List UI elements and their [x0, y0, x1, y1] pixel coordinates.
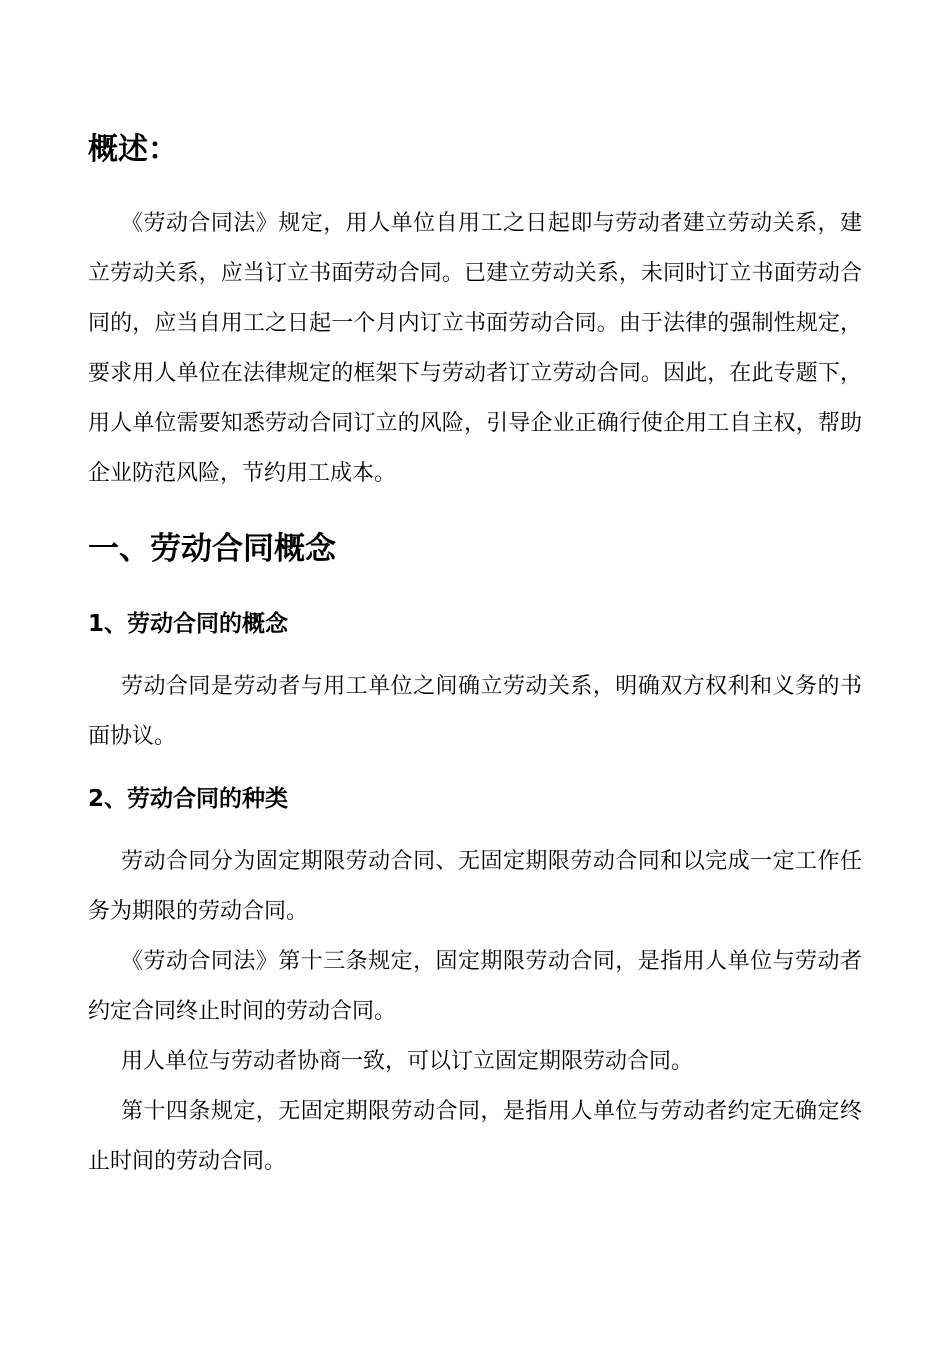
section-1-heading: 一、劳动合同概念: [88, 531, 336, 567]
subsection-1-heading: 1、劳动合同的概念: [88, 611, 289, 637]
subsection-1-paragraph: 劳动合同是劳动者与用工单位之间确立劳动关系，明确双方权利和义务的书面协议。: [88, 674, 862, 749]
overview-paragraph: 《劳动合同法》规定，用人单位自用工之日起即与劳动者建立劳动关系，建立劳动关系，应当订立书面劳动合同。已建立劳动关系，未同时订立书面劳动合同的，应当自用工之日起一个月内订立书面劳动合同。由于法律的强制性规定，要求用人单位在法律规定的框架下与劳动者订立劳动合同。因此，在此专题下，用人单位需要知悉劳动合同订立的风险，引导企业正确行使企用工自主权，帮助企业防范风险，节约用工成本。: [88, 211, 862, 486]
subsection-2-paragraph: 第十四条规定，无固定期限劳动合同，是指用人单位与劳动者约定无确定终止时间的劳动合同。: [88, 1099, 862, 1174]
subsection-2-paragraph: 用人单位与劳动者协商一致，可以订立固定期限劳动合同。: [121, 1049, 694, 1074]
overview-heading: 概述：: [88, 132, 178, 167]
subsection-2-heading: 2、劳动合同的种类: [88, 786, 289, 812]
subsection-2-paragraph: 《劳动合同法》第十三条规定，固定期限劳动合同，是指用人单位与劳动者约定合同终止时间的劳动合同。: [88, 949, 862, 1024]
subsection-2-paragraph: 劳动合同分为固定期限劳动合同、无固定期限劳动合同和以完成一定工作任务为期限的劳动合同。: [88, 849, 862, 924]
